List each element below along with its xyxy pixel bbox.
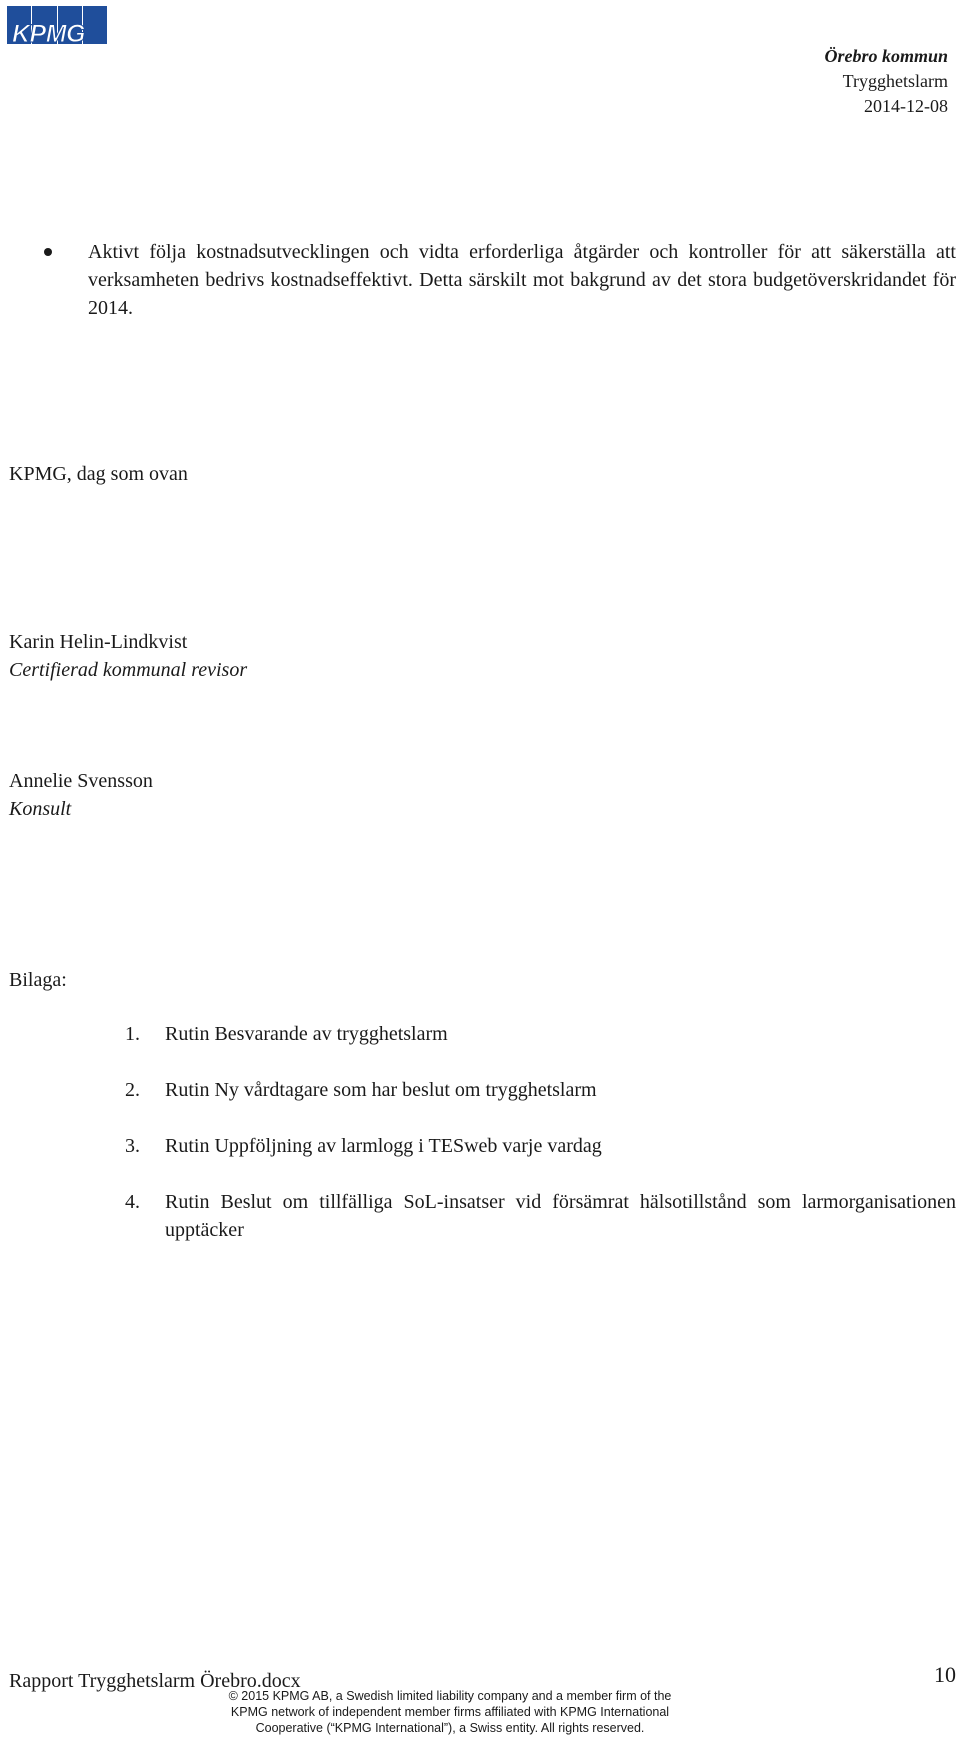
bullet-icon <box>44 248 52 256</box>
bullet-item <box>44 238 956 322</box>
page-number: 10 <box>934 1662 956 1687</box>
signatory-title: Konsult <box>9 798 72 820</box>
attachment-number: 4. <box>125 1191 140 1213</box>
attachment-number: 2. <box>125 1079 140 1101</box>
signatory-name: Karin Helin-Lindkvist <box>9 631 188 653</box>
attachment-number: 3. <box>125 1135 140 1157</box>
attachment-item <box>125 1132 956 1160</box>
logo-box-4 <box>83 6 107 44</box>
signatory-name: Annelie Svensson <box>9 770 153 792</box>
attachments-list <box>125 1020 956 1272</box>
attachment-text: Rutin Besvarande av trygghetslarm <box>165 1023 448 1045</box>
header-subject: Trygghetslarm <box>842 71 948 91</box>
copyright-line: KPMG network of independent member firms affiliated with KPMG International <box>230 1705 670 1719</box>
footer-copyright <box>200 1688 700 1736</box>
header-date: 2014-12-08 <box>864 96 948 116</box>
bullet-text: Aktivt följa kostnadsutvecklingen och vidta erforderliga åtgärder och kontroller för att säkerställa att verksamheten bedrivs kostnadseffektivt. Detta särskilt mot bakgrund av det stora budgetöverskridandet för 2014. <box>88 241 956 319</box>
signoff-line: KPMG, dag som ovan <box>9 463 188 485</box>
attachment-item <box>125 1076 956 1104</box>
footer-filename: Rapport Trygghetslarm Örebro.docx <box>9 1670 301 1692</box>
attachment-number: 1. <box>125 1023 140 1045</box>
attachment-item <box>125 1188 956 1244</box>
copyright-line: © 2015 KPMG AB, a Swedish limited liability company and a member firm of the <box>228 1689 672 1703</box>
attachment-text: Rutin Ny vårdtagare som har beslut om trygghetslarm <box>165 1079 597 1101</box>
attachment-text: Rutin Uppföljning av larmlogg i TESweb varje vardag <box>165 1135 602 1157</box>
attachment-item <box>125 1020 956 1048</box>
attachment-text: Rutin Beslut om tillfälliga SoL-insatser vid försämrat hälsotillstånd som larmorganisationen upptäcker <box>165 1191 956 1241</box>
signatory-title: Certifierad kommunal revisor <box>9 659 248 681</box>
copyright-line: Cooperative (“KPMG International”), a Swiss entity. All rights reserved. <box>255 1721 645 1735</box>
header-org: Örebro kommun <box>824 46 948 66</box>
kpmg-logo <box>7 6 107 48</box>
document-header <box>824 44 948 119</box>
logo-text: KPMG <box>12 20 85 48</box>
attachments-heading: Bilaga: <box>9 969 67 991</box>
